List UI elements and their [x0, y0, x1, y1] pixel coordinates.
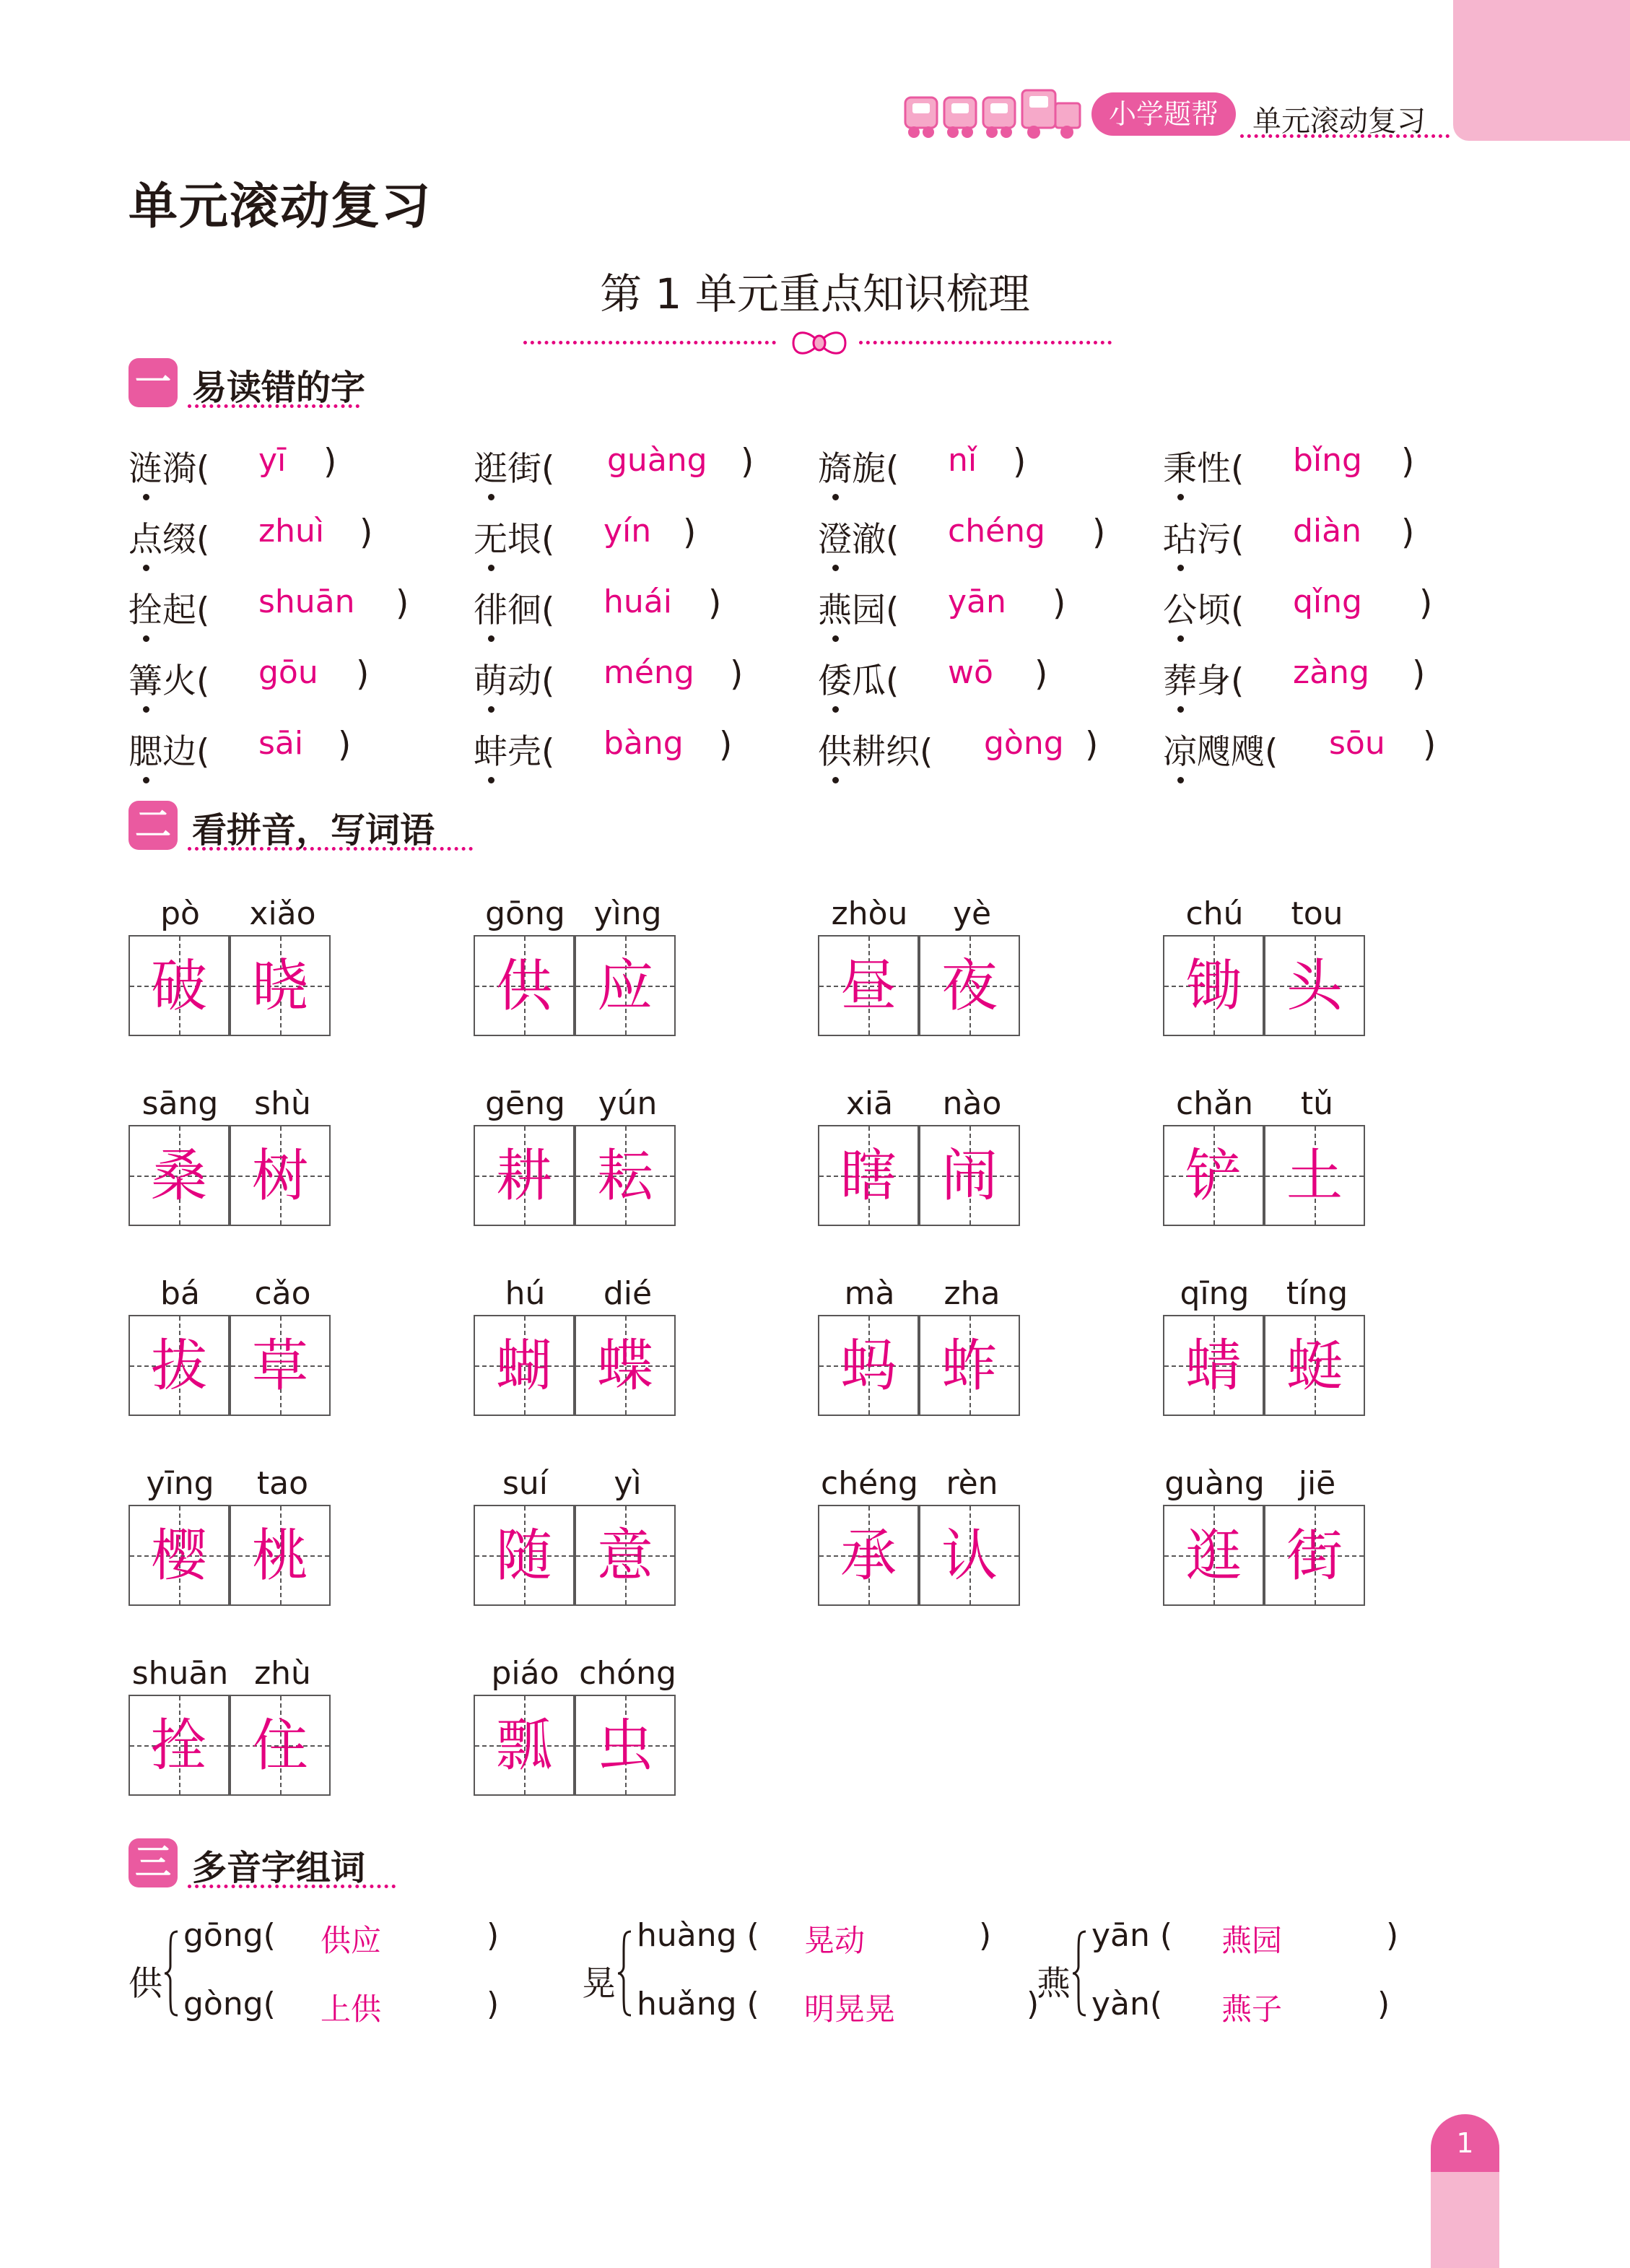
pronunciation-item [474, 725, 733, 773]
pronunciation-item [128, 442, 337, 490]
answer-character: 蝶 [596, 1334, 653, 1399]
word: 徘徊 [474, 591, 541, 630]
answer-character: 桃 [251, 1524, 308, 1589]
polyphone-line [637, 1986, 1040, 2027]
tian-grid-box [230, 1695, 331, 1796]
word-writing-item [474, 1655, 683, 1839]
polyphone-line [183, 1986, 544, 2027]
answer-word: 供应 [321, 1923, 382, 1958]
answer-character: 耕 [495, 1144, 552, 1209]
tian-grid-box [1264, 1505, 1365, 1606]
close-paren: ) [338, 725, 352, 765]
section-title: 易读错的字 [192, 368, 366, 408]
answer-character: 昼 [840, 954, 897, 1019]
tian-grid-box [1264, 935, 1365, 1036]
answer-character: 耘 [596, 1144, 653, 1209]
polyphone-group [582, 1917, 1040, 2047]
word: 点缀 [128, 520, 196, 560]
word-writing-item [818, 1465, 1027, 1649]
brand-badge: 小学题帮 [1091, 92, 1236, 136]
pinyin-label: tǔ [1300, 1085, 1334, 1122]
pronunciation-item [474, 513, 697, 561]
answer-character: 虫 [596, 1713, 653, 1778]
pinyin-label: piáo [491, 1655, 559, 1692]
pinyin-label: xiǎo [249, 895, 316, 932]
close-paren: ) [487, 1917, 500, 1954]
answer-character: 蚱 [941, 1334, 998, 1399]
tian-grid-box [1163, 935, 1264, 1036]
answer-word: 明晃晃 [804, 1991, 896, 2027]
pinyin-label: guàng [1164, 1465, 1265, 1502]
pinyin-answer: méng [603, 654, 694, 691]
pinyin-label: cǎo [254, 1275, 311, 1312]
tian-grid-box [474, 935, 575, 1036]
word-writing-item [474, 1085, 683, 1269]
open-paren: ( [886, 591, 899, 630]
pinyin-label: chú [1185, 895, 1244, 932]
answer-character: 晓 [251, 954, 308, 1019]
tian-grid-box [575, 935, 676, 1036]
word-writing-item [128, 895, 338, 1079]
pinyin-label: qīng [1180, 1275, 1250, 1312]
emphasis-dot [1177, 777, 1184, 783]
pinyin-label: xiā [845, 1085, 894, 1122]
tian-grid-box [474, 1315, 575, 1416]
section-title: 看拼音，写词语 [192, 810, 435, 851]
close-paren: ) [1377, 1986, 1390, 2022]
close-paren: ) [1027, 1986, 1040, 2022]
pinyin-label: nào [942, 1085, 1002, 1122]
polyphone-line [637, 1917, 998, 1958]
word-writing-item [818, 1085, 1027, 1269]
pronunciation-item [474, 583, 722, 632]
word: 萌动 [474, 661, 541, 701]
polyphone-char: 燕 [1037, 1964, 1071, 2004]
close-paren: ) [356, 654, 370, 694]
answer-character: 树 [251, 1144, 308, 1209]
polyphone-group [128, 1917, 533, 2047]
pinyin-label: rèn [946, 1465, 998, 1502]
emphasis-dot [488, 777, 494, 783]
pinyin-label: pò [160, 895, 200, 932]
word-writing-item [818, 1275, 1027, 1459]
pinyin-answer: zhuì [258, 513, 325, 549]
word-writing-item [1163, 1465, 1372, 1649]
emphasis-dot [488, 706, 494, 713]
tian-grid-box [818, 1315, 919, 1416]
tian-grid-box [575, 1505, 676, 1606]
close-paren: ) [1386, 1917, 1399, 1954]
tian-grid-box [1163, 1125, 1264, 1226]
pronunciation-item [818, 725, 1099, 773]
close-paren: ) [719, 725, 733, 765]
word-writing-item [128, 1655, 338, 1839]
answer-character: 供 [495, 954, 552, 1019]
close-paren: ) [1034, 654, 1048, 694]
open-paren: ( [196, 732, 210, 772]
answer-character: 破 [150, 954, 207, 1019]
pinyin-answer: diàn [1293, 513, 1362, 549]
pinyin-label: yīng [146, 1465, 214, 1502]
pronunciation-item [474, 442, 754, 490]
tian-grid-box [128, 935, 230, 1036]
close-paren: ) [396, 583, 409, 623]
open-paren: ( [196, 449, 210, 489]
open-paren: ( [541, 591, 555, 630]
emphasis-dot [1177, 565, 1184, 571]
section-number: 一 [128, 358, 178, 407]
pinyin-label: tao [256, 1465, 309, 1502]
answer-character: 逛 [1185, 1524, 1242, 1589]
section-title: 多音字组词 [192, 1848, 366, 1888]
answer-character: 瞎 [840, 1144, 897, 1209]
answer-character: 应 [596, 954, 653, 1019]
emphasis-dot [1177, 635, 1184, 642]
polyphone-line [1091, 1917, 1452, 1958]
word-writing-item [474, 1465, 683, 1649]
tian-grid-box [230, 1315, 331, 1416]
pronunciation-item [1163, 725, 1437, 773]
word: 凉飕飕 [1163, 732, 1265, 772]
word: 篝火 [128, 661, 196, 701]
pinyin-answer: bǐng [1293, 442, 1362, 479]
word: 拴起 [128, 591, 196, 630]
close-paren: ) [1423, 725, 1437, 765]
tian-grid-box [919, 935, 1020, 1036]
emphasis-dot [488, 565, 494, 571]
word-writing-item [128, 1085, 338, 1269]
close-paren: ) [683, 513, 697, 552]
reading: huǎng ( [637, 1986, 759, 2022]
answer-character: 土 [1286, 1144, 1343, 1209]
word-writing-item [1163, 1085, 1372, 1269]
answer-character: 拔 [150, 1334, 207, 1399]
reading: gōng( [183, 1917, 276, 1954]
word: 公顷 [1163, 591, 1231, 630]
open-paren: ( [1231, 449, 1245, 489]
emphasis-dot [1177, 706, 1184, 713]
brace-icon [616, 1930, 632, 2017]
word-writing-item [474, 1275, 683, 1459]
pronunciation-item [1163, 513, 1415, 561]
answer-character: 认 [941, 1524, 998, 1589]
pinyin-answer: huái [603, 583, 672, 620]
brace-icon [163, 1930, 179, 2017]
tian-grid-box [230, 935, 331, 1036]
page-title: 单元滚动复习 [128, 178, 432, 235]
word: 澄澈 [818, 520, 886, 560]
close-paren: ) [323, 442, 337, 482]
close-paren: ) [1052, 583, 1066, 623]
tian-grid-box [575, 1125, 676, 1226]
emphasis-dot [832, 494, 839, 500]
polyphone-line [183, 1917, 544, 1958]
answer-character: 蚂 [840, 1334, 897, 1399]
pinyin-label: tíng [1286, 1275, 1348, 1312]
close-paren: ) [708, 583, 722, 623]
word: 燕园 [818, 591, 886, 630]
open-paren: ( [541, 732, 555, 772]
tian-grid-box [818, 1505, 919, 1606]
pinyin-answer: sōu [1329, 725, 1385, 762]
word: 逛街 [474, 449, 541, 489]
pronunciation-item [818, 583, 1066, 632]
open-paren: ( [886, 661, 899, 701]
answer-character: 闹 [941, 1144, 998, 1209]
open-paren: ( [1231, 661, 1245, 701]
pinyin-label: zhòu [831, 895, 908, 932]
pinyin-answer: chéng [948, 513, 1045, 549]
answer-character: 住 [251, 1713, 308, 1778]
pinyin-label: jiē [1298, 1465, 1336, 1502]
emphasis-dot [832, 706, 839, 713]
pronunciation-item [1163, 654, 1426, 703]
emphasis-dot [143, 565, 149, 571]
open-paren: ( [886, 520, 899, 560]
pinyin-answer: yān [948, 583, 1006, 620]
tian-grid-box [474, 1695, 575, 1796]
reading: huàng ( [637, 1917, 759, 1954]
emphasis-dot [488, 635, 494, 642]
answer-character: 蜻 [1185, 1334, 1242, 1399]
pronunciation-item [1163, 442, 1415, 490]
close-paren: ) [487, 1986, 500, 2022]
answer-character: 蜓 [1286, 1334, 1343, 1399]
section-underline [188, 404, 359, 408]
answer-word: 晃动 [804, 1923, 866, 1958]
open-paren: ( [1231, 591, 1245, 630]
open-paren: ( [886, 449, 899, 489]
pinyin-answer: yī [258, 442, 287, 479]
pinyin-answer: gòng [984, 725, 1064, 762]
word: 玷污 [1163, 520, 1231, 560]
open-paren: ( [920, 732, 933, 772]
polyphone-group [1037, 1917, 1441, 2047]
answer-character: 草 [251, 1334, 308, 1399]
pronunciation-item [818, 654, 1048, 703]
tian-grid-box [1264, 1125, 1365, 1226]
pinyin-answer: wō [948, 654, 993, 691]
emphasis-dot [832, 565, 839, 571]
word-writing-item [128, 1465, 338, 1649]
pinyin-label: mà [844, 1275, 895, 1312]
tian-grid-box [474, 1125, 575, 1226]
pronunciation-item [128, 654, 370, 703]
word-writing-item [1163, 1275, 1372, 1459]
emphasis-dot [143, 635, 149, 642]
pinyin-label: chóng [579, 1655, 676, 1692]
pinyin-label: yì [614, 1465, 642, 1502]
tian-grid-box [128, 1695, 230, 1796]
pinyin-label: yè [952, 895, 992, 932]
tian-grid-box [1264, 1315, 1365, 1416]
emphasis-dot [832, 777, 839, 783]
word: 供耕织 [818, 732, 920, 772]
open-paren: ( [541, 520, 555, 560]
polyphone-line [1091, 1986, 1452, 2027]
header-dotted-line [1240, 134, 1450, 138]
open-paren: ( [541, 661, 555, 701]
pinyin-label: hú [505, 1275, 546, 1312]
tian-grid-box [128, 1505, 230, 1606]
close-paren: ) [730, 654, 744, 694]
tian-grid-box [230, 1125, 331, 1226]
tian-grid-box [1163, 1505, 1264, 1606]
header-title: 单元滚动复习 [1252, 105, 1426, 138]
pinyin-label: gōng [485, 895, 565, 932]
pinyin-answer: yín [603, 513, 652, 549]
answer-character: 蝴 [495, 1334, 552, 1399]
pinyin-label: gēng [485, 1085, 565, 1122]
close-paren: ) [1401, 442, 1415, 482]
close-paren: ) [1419, 583, 1433, 623]
tian-grid-box [128, 1315, 230, 1416]
emphasis-dot [143, 706, 149, 713]
open-paren: ( [1265, 732, 1278, 772]
tian-grid-box [1163, 1315, 1264, 1416]
tian-grid-box [919, 1505, 1020, 1606]
pinyin-answer: guàng [607, 442, 707, 479]
pinyin-answer: zàng [1293, 654, 1369, 691]
section-number: 二 [128, 801, 178, 850]
pinyin-label: dié [603, 1275, 653, 1312]
word: 倭瓜 [818, 661, 886, 701]
pinyin-label: sāng [141, 1085, 219, 1122]
section-number: 三 [128, 1838, 178, 1887]
close-paren: ) [1092, 513, 1106, 552]
polyphone-char: 晃 [582, 1964, 616, 2004]
word-writing-item [818, 895, 1027, 1079]
tian-grid-box [919, 1315, 1020, 1416]
section-underline [188, 1885, 396, 1888]
page-number: 1 [1431, 2114, 1499, 2172]
answer-character: 桑 [150, 1144, 207, 1209]
open-paren: ( [1231, 520, 1245, 560]
pinyin-answer: gōu [258, 654, 318, 691]
title-decoration [523, 325, 1115, 361]
pinyin-label: tou [1291, 895, 1343, 932]
answer-character: 樱 [150, 1524, 207, 1589]
pronunciation-item [474, 654, 744, 703]
pronunciation-item [1163, 583, 1433, 632]
word: 腮边 [128, 732, 196, 772]
open-paren: ( [196, 591, 210, 630]
emphasis-dot [832, 635, 839, 642]
word-writing-item [1163, 895, 1372, 1079]
word: 秉性 [1163, 449, 1231, 489]
close-paren: ) [741, 442, 754, 482]
open-paren: ( [196, 520, 210, 560]
train-icon [902, 83, 1083, 142]
tian-grid-box [575, 1315, 676, 1416]
answer-word: 上供 [321, 1991, 382, 2027]
reading: yàn( [1091, 1986, 1163, 2022]
close-paren: ) [979, 1917, 992, 1954]
pinyin-label: chéng [821, 1465, 918, 1502]
pinyin-label: suí [502, 1465, 549, 1502]
pronunciation-item [128, 513, 373, 561]
bow-icon [789, 325, 850, 361]
reading: gòng( [183, 1986, 276, 2022]
word-writing-item [474, 895, 683, 1079]
pronunciation-item [818, 442, 1027, 490]
pinyin-label: zhù [254, 1655, 311, 1692]
tian-grid-box [474, 1505, 575, 1606]
close-paren: ) [1013, 442, 1027, 482]
emphasis-dot [143, 777, 149, 783]
close-paren: ) [1085, 725, 1099, 765]
corner-tab [1453, 0, 1630, 141]
emphasis-dot [143, 494, 149, 500]
reading: yān ( [1091, 1917, 1173, 1954]
tian-grid-box [575, 1695, 676, 1796]
close-paren: ) [1412, 654, 1426, 694]
pinyin-label: yún [598, 1085, 658, 1122]
answer-character: 头 [1286, 954, 1343, 1019]
pinyin-label: shuān [131, 1655, 229, 1692]
pinyin-label: bá [160, 1275, 200, 1312]
answer-character: 瓢 [495, 1713, 552, 1778]
open-paren: ( [541, 449, 555, 489]
answer-character: 锄 [1185, 954, 1242, 1019]
tian-grid-box [818, 1125, 919, 1226]
unit-subtitle: 第 1 单元重点知识梳理 [600, 269, 1030, 318]
emphasis-dot [488, 494, 494, 500]
pronunciation-item [128, 583, 409, 632]
answer-character: 铲 [1185, 1144, 1242, 1209]
answer-character: 随 [495, 1524, 552, 1589]
word-writing-item [128, 1275, 338, 1459]
section-underline [188, 847, 473, 851]
tian-grid-box [818, 935, 919, 1036]
word: 蚌壳 [474, 732, 541, 772]
word: 旖旎 [818, 449, 886, 489]
tian-grid-box [128, 1125, 230, 1226]
close-paren: ) [359, 513, 373, 552]
answer-character: 夜 [941, 954, 998, 1019]
polyphone-char: 供 [128, 1964, 162, 2004]
tian-grid-box [230, 1505, 331, 1606]
pinyin-answer: bàng [603, 725, 684, 762]
answer-character: 街 [1286, 1524, 1343, 1589]
pinyin-label: zha [943, 1275, 1001, 1312]
pinyin-answer: qǐng [1293, 583, 1362, 620]
pronunciation-item [818, 513, 1106, 561]
tian-grid-box [919, 1125, 1020, 1226]
answer-character: 拴 [150, 1713, 207, 1778]
pinyin-label: chǎn [1176, 1085, 1253, 1122]
emphasis-dot [1177, 494, 1184, 500]
brace-icon [1071, 1930, 1087, 2017]
pinyin-answer: nǐ [948, 442, 977, 479]
pinyin-answer: shuān [258, 583, 355, 620]
open-paren: ( [196, 661, 210, 701]
word: 涟漪 [128, 449, 196, 489]
word: 葬身 [1163, 661, 1231, 701]
pinyin-label: yìng [593, 895, 662, 932]
pronunciation-item [128, 725, 352, 773]
pinyin-label: shù [254, 1085, 311, 1122]
answer-character: 承 [840, 1524, 897, 1589]
answer-character: 意 [596, 1524, 653, 1589]
answer-word: 燕园 [1221, 1923, 1283, 1958]
pinyin-answer: sāi [258, 725, 304, 762]
close-paren: ) [1401, 513, 1415, 552]
answer-word: 燕子 [1221, 1991, 1283, 2027]
word: 无垠 [474, 520, 541, 560]
